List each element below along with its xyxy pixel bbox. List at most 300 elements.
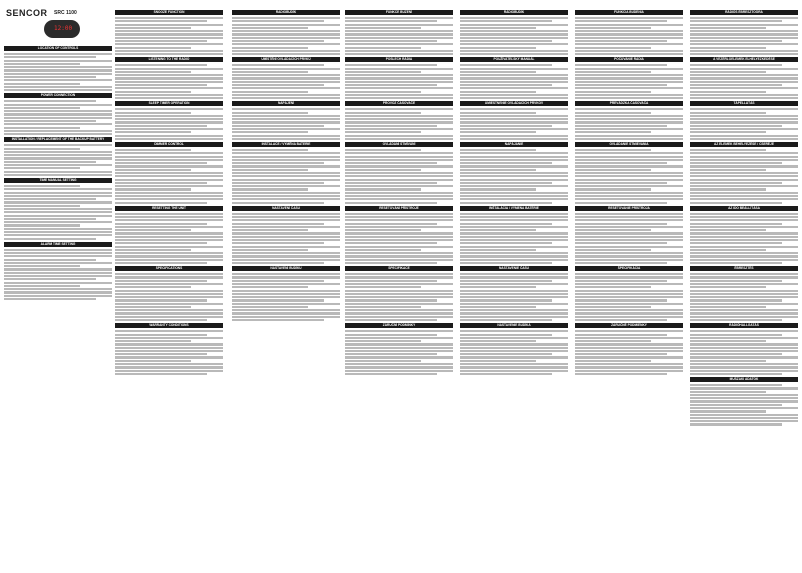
text-line bbox=[4, 295, 112, 297]
text-line bbox=[115, 286, 191, 288]
text-line bbox=[460, 316, 568, 318]
text-line bbox=[575, 312, 683, 314]
text-line bbox=[575, 175, 683, 177]
text-line bbox=[4, 298, 96, 300]
text-line bbox=[345, 236, 453, 238]
text-line bbox=[4, 234, 112, 236]
text-line bbox=[345, 118, 453, 120]
text-line bbox=[345, 296, 453, 298]
text-line bbox=[345, 198, 453, 200]
text-line bbox=[690, 232, 798, 234]
text-line bbox=[690, 219, 798, 221]
text-line bbox=[115, 135, 223, 137]
text-line bbox=[460, 312, 568, 314]
text-line bbox=[232, 27, 308, 29]
text-line bbox=[4, 100, 96, 102]
text-line bbox=[460, 179, 568, 181]
text-line bbox=[690, 40, 782, 42]
text-line bbox=[232, 152, 340, 154]
text-line bbox=[115, 179, 223, 181]
text-line bbox=[460, 229, 536, 231]
text-line bbox=[345, 273, 453, 275]
text-line bbox=[232, 179, 340, 181]
text-line bbox=[575, 165, 683, 167]
text-line bbox=[115, 232, 223, 234]
text-line bbox=[575, 30, 683, 32]
text-line bbox=[345, 91, 421, 93]
text-line bbox=[460, 236, 568, 238]
text-line bbox=[690, 384, 782, 386]
text-line bbox=[460, 337, 568, 339]
text-line bbox=[115, 121, 223, 123]
text-line bbox=[345, 309, 453, 311]
text-line bbox=[345, 219, 453, 221]
text-line bbox=[232, 232, 340, 234]
text-line bbox=[460, 17, 568, 19]
text-line bbox=[115, 81, 223, 83]
text-line bbox=[4, 255, 112, 257]
text-line bbox=[232, 319, 324, 321]
text-line bbox=[232, 47, 308, 49]
text-line bbox=[115, 312, 223, 314]
text-line bbox=[345, 71, 421, 73]
text-line bbox=[690, 312, 798, 314]
section-header: RESETTING THE UNIT bbox=[115, 206, 223, 211]
text-line bbox=[115, 252, 223, 254]
text-line bbox=[460, 296, 568, 298]
text-line bbox=[575, 128, 683, 130]
text-line bbox=[4, 69, 112, 71]
text-line bbox=[232, 112, 308, 114]
text-line bbox=[690, 414, 798, 416]
text-line bbox=[115, 236, 223, 238]
text-line bbox=[345, 373, 437, 375]
section-header: RESETOVANIE PRÍSTROJA bbox=[575, 206, 683, 211]
text-line bbox=[460, 373, 552, 375]
text-line bbox=[460, 97, 568, 99]
section-header: SNOOZE FUNCTION bbox=[115, 10, 223, 15]
text-line bbox=[460, 202, 552, 204]
text-line bbox=[115, 319, 207, 321]
text-line bbox=[690, 226, 798, 228]
text-line bbox=[460, 77, 568, 79]
text-line bbox=[575, 290, 683, 292]
text-line bbox=[460, 219, 568, 221]
text-line bbox=[345, 192, 453, 194]
text-line bbox=[460, 118, 568, 120]
text-line bbox=[690, 115, 798, 117]
text-line bbox=[4, 107, 80, 109]
text-line bbox=[232, 156, 340, 158]
text-line bbox=[460, 226, 568, 228]
text-line bbox=[4, 291, 112, 293]
text-line bbox=[115, 316, 223, 318]
text-line bbox=[345, 356, 453, 358]
column-english-2 bbox=[115, 8, 223, 568]
text-line bbox=[345, 280, 437, 282]
text-line bbox=[4, 161, 96, 163]
text-line bbox=[460, 169, 536, 171]
text-line bbox=[115, 280, 207, 282]
section-header: UMIESTNENIE OVLÁDACÍCH PRVKOV bbox=[460, 101, 568, 106]
text-line bbox=[690, 262, 782, 264]
text-line bbox=[115, 223, 207, 225]
text-line bbox=[575, 71, 651, 73]
text-line bbox=[4, 148, 80, 150]
section-header: SLEEP TIMER OPERATION bbox=[115, 101, 223, 106]
text-line bbox=[232, 33, 340, 35]
text-line bbox=[345, 115, 453, 117]
text-line bbox=[115, 242, 207, 244]
text-line bbox=[345, 242, 437, 244]
text-line bbox=[232, 20, 324, 22]
text-line bbox=[4, 86, 112, 88]
text-line bbox=[345, 223, 437, 225]
text-line bbox=[690, 27, 766, 29]
text-line bbox=[232, 30, 340, 32]
text-line bbox=[345, 175, 453, 177]
text-line bbox=[690, 97, 798, 99]
text-line bbox=[460, 131, 536, 133]
text-line bbox=[690, 128, 798, 130]
text-line bbox=[4, 215, 112, 217]
text-line bbox=[4, 224, 80, 226]
text-line bbox=[575, 353, 667, 355]
text-line bbox=[575, 149, 651, 151]
text-line bbox=[345, 303, 453, 305]
text-line bbox=[575, 135, 683, 137]
text-line bbox=[345, 343, 453, 345]
section-header: UMÍSTĚNÍ OVLÁDACÍCH PRVKŮ bbox=[232, 57, 340, 62]
section-header: NAPÁJANIE bbox=[460, 142, 568, 147]
text-line bbox=[232, 81, 340, 83]
text-line bbox=[4, 110, 112, 112]
text-line bbox=[4, 192, 112, 194]
text-line bbox=[575, 192, 683, 194]
text-line bbox=[690, 363, 798, 365]
text-line bbox=[4, 113, 112, 115]
text-line bbox=[232, 24, 340, 26]
text-line bbox=[115, 198, 223, 200]
text-line bbox=[575, 226, 683, 228]
text-line bbox=[460, 249, 536, 251]
text-line bbox=[232, 40, 324, 42]
text-line bbox=[690, 404, 782, 406]
text-line bbox=[4, 278, 96, 280]
text-line bbox=[115, 169, 191, 171]
text-line bbox=[575, 112, 651, 114]
text-line bbox=[575, 249, 651, 251]
text-line bbox=[575, 87, 683, 89]
text-line bbox=[460, 115, 568, 117]
section-header: NAPÁJENÍ bbox=[232, 101, 340, 106]
text-line bbox=[232, 223, 324, 225]
text-line bbox=[690, 309, 798, 311]
text-line bbox=[232, 249, 308, 251]
text-line bbox=[232, 255, 340, 257]
text-line bbox=[345, 172, 453, 174]
text-line bbox=[4, 201, 112, 203]
text-line bbox=[345, 165, 453, 167]
text-line bbox=[460, 343, 568, 345]
text-line bbox=[690, 74, 798, 76]
text-line bbox=[4, 288, 112, 290]
column-english-1 bbox=[4, 44, 112, 564]
text-line bbox=[690, 316, 798, 318]
text-line bbox=[460, 232, 568, 234]
text-line bbox=[4, 120, 96, 122]
text-line bbox=[460, 156, 568, 158]
text-line bbox=[345, 226, 453, 228]
text-line bbox=[232, 172, 340, 174]
text-line bbox=[690, 91, 766, 93]
text-line bbox=[115, 330, 223, 332]
text-line bbox=[690, 172, 798, 174]
text-line bbox=[4, 83, 80, 85]
text-line bbox=[115, 182, 207, 184]
text-line bbox=[690, 213, 798, 215]
text-line bbox=[690, 334, 782, 336]
text-line bbox=[4, 231, 112, 233]
text-line bbox=[460, 195, 568, 197]
text-line bbox=[575, 276, 683, 278]
text-line bbox=[4, 174, 112, 176]
text-line bbox=[690, 387, 798, 389]
text-line bbox=[575, 115, 683, 117]
text-line bbox=[4, 228, 112, 230]
text-line bbox=[575, 259, 683, 261]
text-line bbox=[4, 221, 112, 223]
text-line bbox=[345, 135, 453, 137]
text-line bbox=[575, 306, 651, 308]
text-line bbox=[232, 125, 324, 127]
text-line bbox=[575, 299, 667, 301]
text-line bbox=[690, 417, 798, 419]
text-line bbox=[115, 24, 223, 26]
text-line bbox=[460, 33, 568, 35]
text-line bbox=[575, 108, 683, 110]
text-line bbox=[115, 20, 207, 22]
text-line bbox=[115, 195, 223, 197]
text-line bbox=[575, 232, 683, 234]
text-line bbox=[232, 226, 340, 228]
text-line bbox=[345, 216, 453, 218]
text-line bbox=[690, 280, 782, 282]
text-line bbox=[115, 97, 223, 99]
text-line bbox=[345, 20, 437, 22]
text-line bbox=[460, 286, 536, 288]
text-line bbox=[460, 363, 568, 365]
text-line bbox=[345, 340, 421, 342]
text-line bbox=[115, 188, 191, 190]
text-line bbox=[575, 286, 651, 288]
text-line bbox=[345, 169, 421, 171]
text-line bbox=[115, 343, 223, 345]
text-line bbox=[232, 290, 340, 292]
text-line bbox=[345, 121, 453, 123]
text-line bbox=[460, 152, 568, 154]
text-line bbox=[345, 360, 421, 362]
text-line bbox=[690, 407, 798, 409]
text-line bbox=[115, 353, 207, 355]
text-line bbox=[115, 276, 223, 278]
text-line bbox=[690, 43, 798, 45]
text-line bbox=[345, 259, 453, 261]
text-line bbox=[345, 24, 453, 26]
text-line bbox=[690, 162, 782, 164]
text-line bbox=[460, 280, 552, 282]
text-line bbox=[345, 255, 453, 257]
text-line bbox=[575, 236, 683, 238]
text-line bbox=[690, 77, 798, 79]
text-line bbox=[460, 192, 568, 194]
text-line bbox=[460, 125, 552, 127]
text-line bbox=[460, 303, 568, 305]
text-line bbox=[115, 226, 223, 228]
section-header: RÁDIÓS ÉBRESZTŐÓRA bbox=[690, 10, 798, 15]
text-line bbox=[232, 68, 340, 70]
text-line bbox=[460, 188, 536, 190]
text-line bbox=[4, 259, 96, 261]
text-line bbox=[690, 397, 798, 399]
text-line bbox=[232, 169, 308, 171]
text-line bbox=[690, 125, 782, 127]
brand-logo: SENCOR bbox=[6, 8, 48, 18]
text-line bbox=[460, 121, 568, 123]
text-line bbox=[460, 84, 552, 86]
section-header: TÁPELLÁTÁS bbox=[690, 101, 798, 106]
text-line bbox=[115, 47, 191, 49]
text-line bbox=[460, 47, 536, 49]
text-line bbox=[690, 37, 798, 39]
text-line bbox=[460, 290, 568, 292]
text-line bbox=[345, 347, 453, 349]
text-line bbox=[4, 198, 96, 200]
text-line bbox=[232, 242, 324, 244]
text-line bbox=[690, 169, 766, 171]
section-header: NASTAVENÍ BUDÍKU bbox=[232, 266, 340, 271]
section-header: RÁDIÓHALLGATÁS bbox=[690, 323, 798, 328]
text-line bbox=[232, 262, 324, 264]
text-line bbox=[4, 117, 112, 119]
text-line bbox=[115, 33, 223, 35]
text-line bbox=[575, 246, 683, 248]
text-line bbox=[690, 283, 798, 285]
text-line bbox=[690, 423, 782, 425]
text-line bbox=[232, 149, 308, 151]
text-line bbox=[575, 91, 651, 93]
text-line bbox=[232, 286, 308, 288]
text-line bbox=[575, 293, 683, 295]
text-line bbox=[232, 121, 340, 123]
text-line bbox=[232, 192, 340, 194]
text-line bbox=[690, 223, 782, 225]
text-line bbox=[115, 162, 207, 164]
text-line bbox=[575, 40, 667, 42]
text-line bbox=[232, 64, 324, 66]
text-line bbox=[232, 37, 340, 39]
text-line bbox=[690, 394, 798, 396]
section-header: FUNKCE BUZENÍ bbox=[345, 10, 453, 15]
text-line bbox=[345, 162, 437, 164]
text-line bbox=[4, 151, 112, 153]
text-line bbox=[345, 319, 437, 321]
text-line bbox=[460, 262, 552, 264]
text-line bbox=[690, 112, 766, 114]
text-line bbox=[115, 152, 223, 154]
text-line bbox=[460, 306, 536, 308]
text-line bbox=[460, 74, 568, 76]
text-line bbox=[460, 242, 552, 244]
section-header: INSTALLATION / REPLACEMENT OF THE BACKUP BATTERY bbox=[4, 137, 112, 142]
section-header: OVLÁDANIE STMIEVANIA bbox=[575, 142, 683, 147]
text-line bbox=[690, 286, 766, 288]
text-line bbox=[232, 280, 324, 282]
text-line bbox=[690, 188, 766, 190]
text-line bbox=[115, 363, 223, 365]
section-header: NASTAVENIE ČASU bbox=[460, 266, 568, 271]
section-header: FUNKCIA BUDENIA bbox=[575, 10, 683, 15]
column-hungarian bbox=[690, 8, 798, 568]
text-line bbox=[460, 159, 568, 161]
text-line bbox=[4, 164, 112, 166]
section-header: ZÁRUČNÉ PODMIENKY bbox=[575, 323, 683, 328]
text-line bbox=[232, 131, 308, 133]
text-line bbox=[115, 131, 191, 133]
text-line bbox=[232, 219, 340, 221]
section-header: ŠPECIFIKÁCIA bbox=[575, 266, 683, 271]
text-line bbox=[460, 366, 568, 368]
text-line bbox=[690, 360, 766, 362]
text-line bbox=[690, 246, 798, 248]
text-line bbox=[690, 216, 798, 218]
text-line bbox=[345, 182, 437, 184]
text-line bbox=[575, 213, 683, 215]
text-line bbox=[115, 185, 223, 187]
text-line bbox=[690, 400, 798, 402]
text-line bbox=[460, 293, 568, 295]
section-header: LISTENING TO THE RADIO bbox=[115, 57, 223, 62]
text-line bbox=[232, 43, 340, 45]
text-line bbox=[232, 299, 324, 301]
text-line bbox=[4, 144, 112, 146]
text-line bbox=[232, 91, 308, 93]
text-line bbox=[345, 188, 421, 190]
section-header: RESETOVÁNÍ PŘÍSTROJE bbox=[345, 206, 453, 211]
text-line bbox=[575, 283, 683, 285]
text-line bbox=[345, 68, 453, 70]
text-line bbox=[690, 347, 798, 349]
text-line bbox=[345, 229, 421, 231]
text-line bbox=[575, 347, 683, 349]
text-line bbox=[232, 74, 340, 76]
text-line bbox=[690, 152, 798, 154]
text-line bbox=[4, 133, 112, 135]
text-line bbox=[345, 195, 453, 197]
text-line bbox=[4, 123, 112, 125]
text-line bbox=[690, 410, 766, 412]
text-line bbox=[345, 334, 437, 336]
text-line bbox=[690, 64, 782, 66]
text-line bbox=[690, 71, 766, 73]
text-line bbox=[575, 319, 667, 321]
text-line bbox=[232, 182, 324, 184]
text-line bbox=[232, 175, 340, 177]
text-line bbox=[460, 94, 568, 96]
text-line bbox=[232, 283, 340, 285]
text-line bbox=[345, 138, 453, 140]
text-line bbox=[690, 156, 798, 158]
